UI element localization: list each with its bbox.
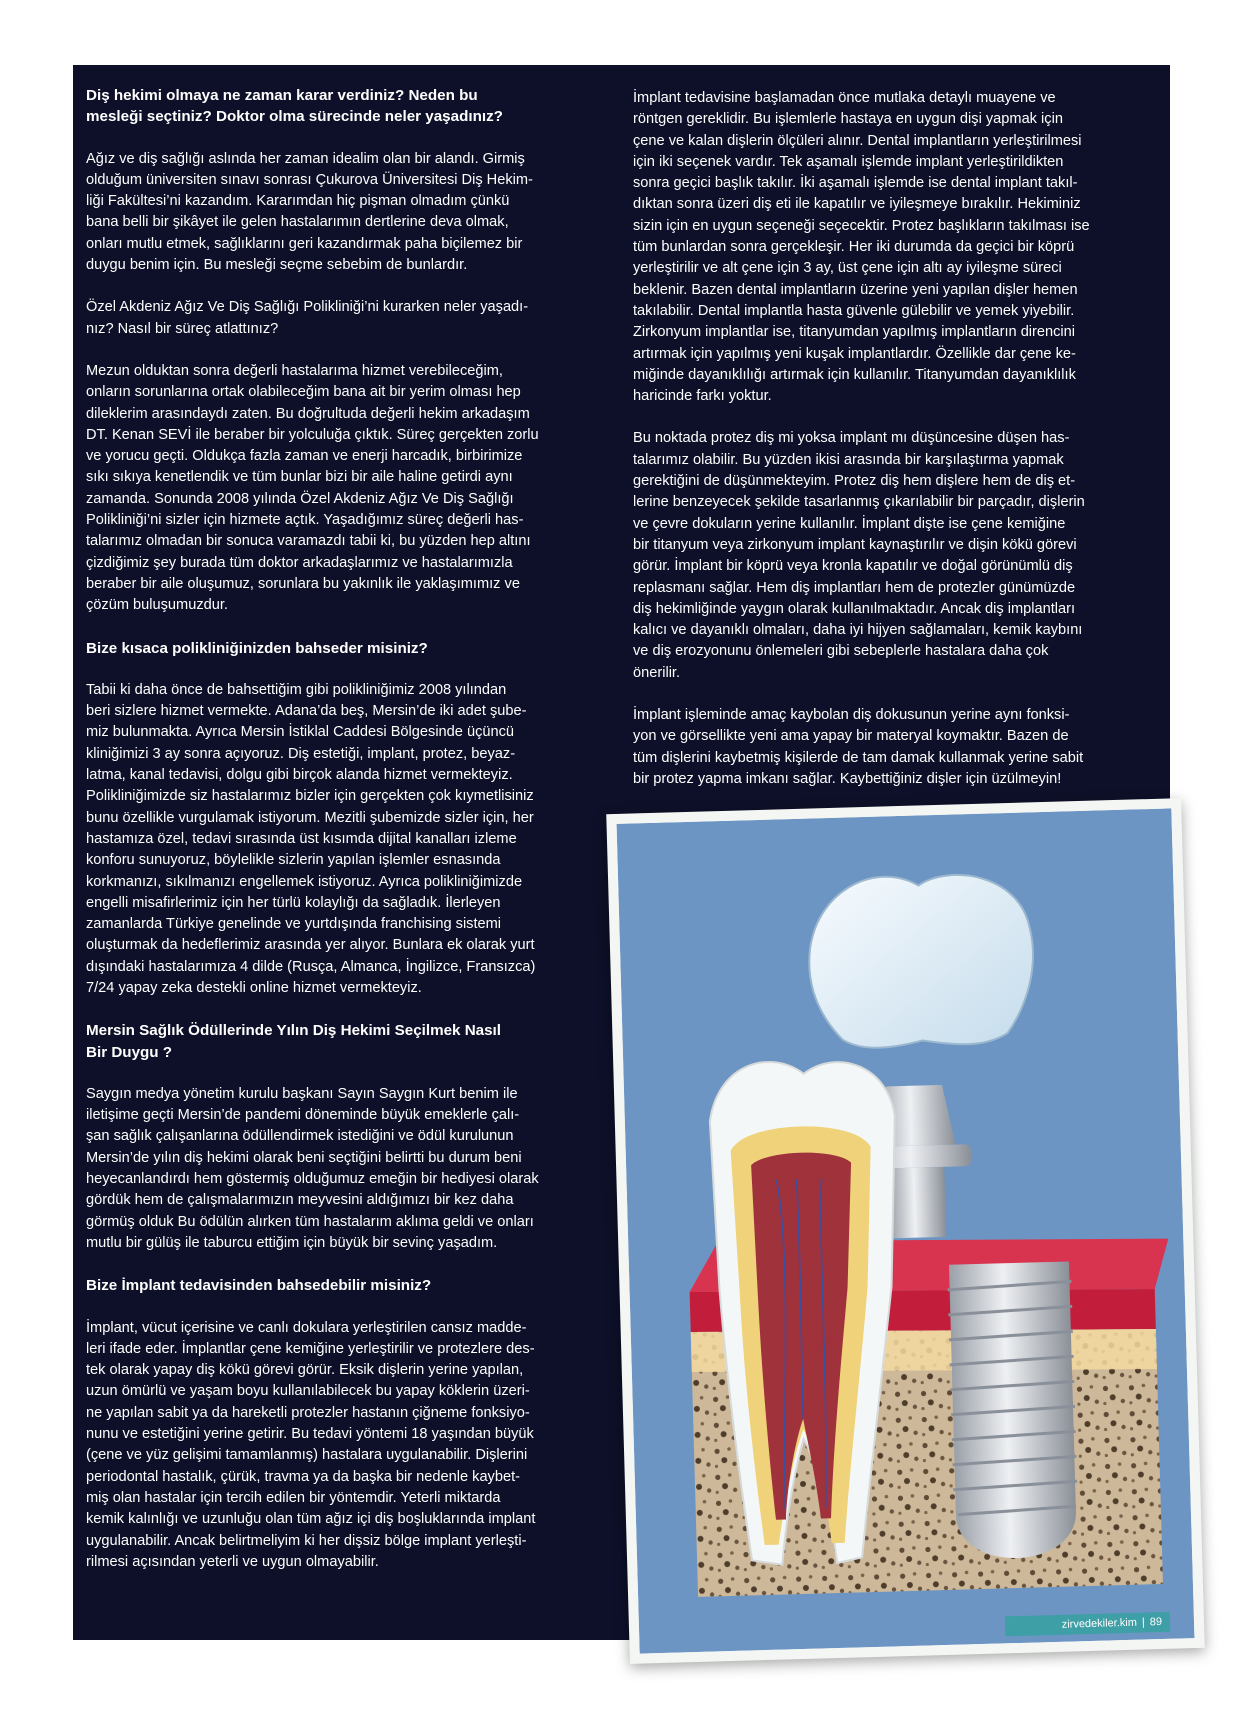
answer-paragraph: İmplant, vücut içerisine ve canlı dokulara yerleştirilen cansız madde- leri ifade eder. İmplantlar çene kemiğine yerleştirilir ve protezlere des- tek olarak yapay diş kökü görevi görür. Eksik dişlerin yerine yapılan, uzun ömürlü ve yaşam boyu kullanılabilecek bu yapay köklerin üzeri- ne yapılan sabit ya da hareketli protezler hastanın çiğneme fonksiyo- nunu ve estetiğini yerine getirir. Bu tedavi yöntemi 18 yaşından büyük (çene ve yüz gelişimi tamamlanmış) hastalara uygulanabilir. Dişlerini periodontal hastalık, çürük, travma ya da başka bir nedenle kaybet- miş olan hastalar için tercih edilen bir yöntemdir. Yeterli miktarda kemik kalınlığı ve uzunluğu olan tüm ağız içi diş boşluklarında implant uygulanabilir. Ancak belirtmeliyim ki her dişsiz bölge implant yerleşti- rilmesi açısından yeterli ve uygun olmayabilir. bbox=[86, 1319, 536, 1570]
question-heading: Bize İmplant tedavisinden bahsedebilir misiniz? bbox=[86, 1277, 432, 1295]
implant-crown bbox=[807, 873, 1036, 1050]
site-name: zirvedekiler.kim bbox=[1061, 1616, 1138, 1631]
article-left-column bbox=[86, 85, 609, 1594]
answer-paragraph: Mezun olduktan sonra değerli hastalarıma hizmet verebileceğim, onların sorunlarına ortak olabileceğim bana ait bir yerim olması hep dileklerim arasındaydı zaten. Bu doğrultuda değerli hekim arkadaşım DT. Kenan SEVİ ile beraber bir yolculuğa çıktık. Süreç gerçekten zorlu ve yorucu geçti. Oldukça fazla zaman ve enerji harcadık, birbirimize sıkı sıkıya kenetlendik ve tüm bunlar bizi bir aile haline getirdi aynı zamanda. Sonunda 2008 yılında Özel Akdeniz Ağız Ve Diş Sağlığı Polikliniği’ni sizler için hizmete açtık. Yaşadığımız süreç değerli has- talarımız olmadan bir sonuca varamazdı tabii ki, bu yüzden hep altını çizdiğimiz şey burada tüm doktor arkadaşlarımız ve hastalarımızla beraber bir aile oluşumuz, sorunlara bu yakınlık ile yaklaşımımız ve çözüm buluşumuzdur. bbox=[86, 362, 539, 614]
answer-paragraph: Ağız ve diş sağlığı aslında her zaman idealim olan bir alandı. Girmiş olduğum üniversiten sınavı sonrası Çukurova Üniversitesi Diş Hekim- liği Fakültesi’ni kazandım. Kararımdan hiç pişman olmadım çünkü bana belli bir şikâyet ile gelen hastalarımın dertlerine deva olmak, onları mutlu etmek, sağlıklarını geri kazandırmak paha biçilemez bir duygu benim için. Bu mesleği seçme sebebim de bunlardır. bbox=[86, 150, 533, 274]
question-heading: Bize kısaca polikliniğinizden bahseder misiniz? bbox=[86, 639, 428, 657]
answer-paragraph: Saygın medya yönetim kurulu başkanı Sayın Saygın Kurt benim ile iletişime geçti Mersin’de pandemi döneminde büyük emeklerle çalı- şan sağlık çalışanlarına ödüllendirmek istediğini ve ödül kurulunun Mersin’de yılın diş hekimi olarak beni seçtiğini belirtti bu durum beni heyecanlandırdı hem göstermiş olduğumuz emeğin bir hediyesi olarak gördük hem de çalışmalarımızın meyvesini aldığımızı bir kez daha görmüş olduk Bu ödülün alırken tüm hastalarım aklıma geldi ve onları mutlu bir gülüş ile taburcu ettiğim için büyük bir sevinç yaşadım. bbox=[86, 1085, 539, 1251]
tooth-implant-cross-section-image bbox=[617, 808, 1195, 1653]
question-heading: Diş hekimi olmaya ne zaman karar verdiniz? Neden bu mesleği seçtiniz? Doktor olma sürecinde neler yaşadınız? bbox=[86, 87, 503, 126]
answer-paragraph: Tabii ki daha önce de bahsettiğim gibi polikliniğimiz 2008 yılından beri sizlere hizmet vermekte. Adana’da beş, Mersin’de iki adet şube- miz bulunmakta. Ayrıca Mersin İstiklal Caddesi Bölgesinde üçüncü kliniğimizi 3 ay sonra açıyoruz. Diş estetiği, implant, protez, beyaz- latma, kanal tedavisi, dolgu gibi birçok alanda hizmet vermekteyiz. Polikliniğimizde siz hastalarımız bizler için gerçekten çok kıymetlisiniz bunu özellikle vurgulamak istiyorum. Mezitli şubemizde sizler için, her hastamıza özel, tedavi sırasında üst kısımda dijital kanalları izleme konforu sunuyoruz, böylelikle sizlerin yapılan işlemler esnasında korkmanızı, sıkılmanızı engellemek istiyoruz. Ayrıca polikliniğimizde engelli misafirlerimiz için her türlü kolaylığı da sağladık. İlerleyen zamanlarda Türkiye genelinde ve yurtdışında franchising sistemi oluşturmak da hedeflerimiz arasında yer alıyor. Bunlara ek olarak yurt dışındaki hastalarımıza 4 dilde (Rusça, Almanca, İngilizce, Fransızca) 7/24 yapay zeka destekli online hizmet vermekteyiz. bbox=[86, 681, 536, 996]
dental-implant-illustration bbox=[606, 798, 1205, 1664]
page-footer: zirvedekiler.kim | 89 bbox=[1005, 1612, 1170, 1637]
body-paragraph: İmplant işleminde amaç kaybolan diş dokusunun yerine aynı fonksi- yon ve görsellikte yeni ama yapay bir materyal koymaktır. Bazen de tüm dişlerini kaybetmiş kişilerde de tam damak kullanmak yerine sabit bir protez yapma imkanı sağlar. Kaybettiğiniz dişler için üzülmeyin! bbox=[633, 707, 1084, 787]
page-number: 89 bbox=[1149, 1615, 1163, 1629]
body-paragraph: Bu noktada protez diş mi yoksa implant mı düşüncesine düşen has- talarımız olabilir. Bu yüzden ikisi arasında bir karşılaştırma yapmak gerektiğini de düşünmekteyim. Protez diş hem dişlere hem de diş et- lerine benzeyecek şekilde tasarlanmış çıkarılabilir bir parçadır, dişlerin ve çevre dokuların yerine kullanılır. İmplant dişte ise çene kemiğine bir titanyum veya zirkonyum implant kaynaştırılır ve dişin kökü görevi görür. İmplant bir köprü veya kronla kapatılır ve doğal görünümlü diş replasmanı sağlar. Hem diş implantları hem de protezler günümüzde diş hekimliğinde yaygın olarak kullanılmaktadır. Ancak diş implantları kalıcı ve dayanıklı olmaları, daha iyi hijyen sağlamaları, kemik kaybını ve diş erozyonunu önlemeleri gibi sebeplerle hastalara daha çok önerilir. bbox=[633, 430, 1085, 681]
body-paragraph: İmplant tedavisine başlamadan önce mutlaka detaylı muayene ve röntgen gereklidir. Bu işlemlerle hastaya en uygun dişi yapmak için çene ve kalan dişlerin ölçüleri alınır. Dental implantların yerleştirilmesi için iki seçenek vardır. Tek aşamalı işlemde implant yerleştirildikten sonra geçici başlık takılır. İki aşamalı işlemde ise dental implant takıl- dıktan sonra üzeri diş eti ile kapatılır ve iyileşmeye bırakılır. Hekiminiz sizin için en uygun seçeneği seçecektir. Protez başlıkların takılması ise tüm bunlardan sonra gerçekleşir. Her iki durumda da geçici bir köprü yerleştirilir ve alt çene için 3 ay, üst çene için altı ay iyileşme süreci beklenir. Bazen dental implantların üzerine yeni yapılan dişler hemen takılabilir. Dental implantla hasta güvenle gülebilir ve yemek yiyebilir. Zirkonyum implantlar ise, titanyumdan yapılmış implantların direncini artırmak için yapılmış yeni kuşak implantlardır. Özellikle dar çene ke- miğinde dayanıklılığı artırmak için kullanılır. Titanyumdan dayanıklılık haricinde farkı yoktur. bbox=[633, 90, 1090, 405]
article-right-column bbox=[633, 88, 1151, 811]
question-text: Özel Akdeniz Ağız Ve Diş Sağlığı Polikliniği’ni kurarken neler yaşadı- nız? Nasıl bir süreç atlattınız? bbox=[86, 299, 529, 337]
question-heading: Mersin Sağlık Ödüllerinde Yılın Diş Hekimi Seçilmek Nasıl Bir Duygu ? bbox=[86, 1022, 502, 1061]
abutment-screw bbox=[888, 1167, 946, 1239]
